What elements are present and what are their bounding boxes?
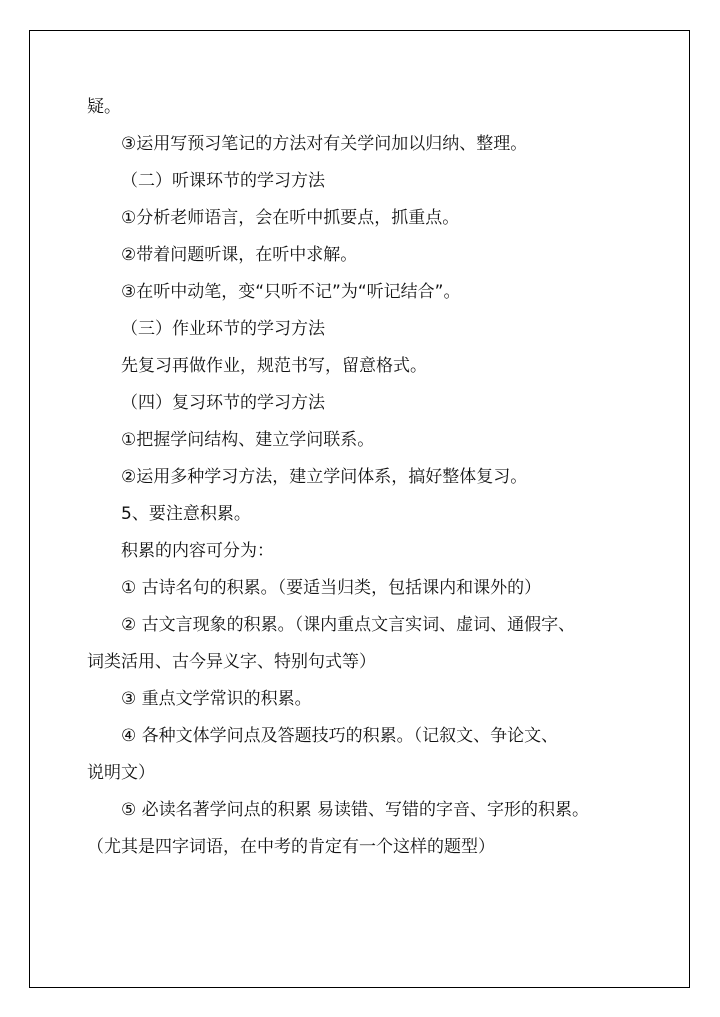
section-heading-review: （四）复习环节的学习方法	[121, 393, 325, 413]
text-line-8: 先复习再做作业，规范书写，留意格式。	[121, 356, 427, 376]
text-line-21: （尤其是四字词语，在中考的肯定有一个这样的题型）	[87, 837, 495, 857]
document-body	[87, 89, 667, 866]
text-line-18: ④ 各种文体学问点及答题技巧的积累。（记叙文、争论文、	[121, 726, 559, 746]
text-line-13: 积累的内容可分为：	[121, 541, 274, 561]
section-heading-listening: （二）听课环节的学习方法	[121, 171, 325, 191]
text-line-15: ② 古文言现象的积累。（课内重点文言实词、虚词、通假字、	[121, 615, 576, 635]
text-line-14: ① 古诗名句的积累。（要适当归类，包括课内和课外的）	[121, 578, 542, 598]
text-line-4: ①分析老师语言，会在听中抓要点，抓重点。	[121, 208, 460, 228]
text-line-11: ②运用多种学习方法，建立学问体系，搞好整体复习。	[121, 467, 528, 487]
section-heading-homework: （三）作业环节的学习方法	[121, 319, 325, 339]
text-line-19: 说明文）	[87, 763, 155, 783]
text-line-20: ⑤ 必读名著学问点的积累 易读错、写错的字音、字形的积累。	[121, 800, 590, 820]
text-line-16: 词类活用、古今异义字、特别句式等）	[87, 652, 376, 672]
text-line-1: 疑。	[87, 97, 121, 117]
text-line-10: ①把握学问结构、建立学问联系。	[121, 430, 375, 450]
text-line-6: ③在听中动笔，变“只听不记”为“听记结合”。	[121, 282, 461, 302]
text-line-17: ③ 重点文学常识的积累。	[121, 689, 312, 709]
section-heading-accumulation: 5、要注意积累。	[121, 504, 251, 524]
text-line-2: ③运用写预习笔记的方法对有关学问加以归纳、整理。	[121, 134, 528, 154]
text-line-5: ②带着问题听课，在听中求解。	[121, 245, 358, 265]
